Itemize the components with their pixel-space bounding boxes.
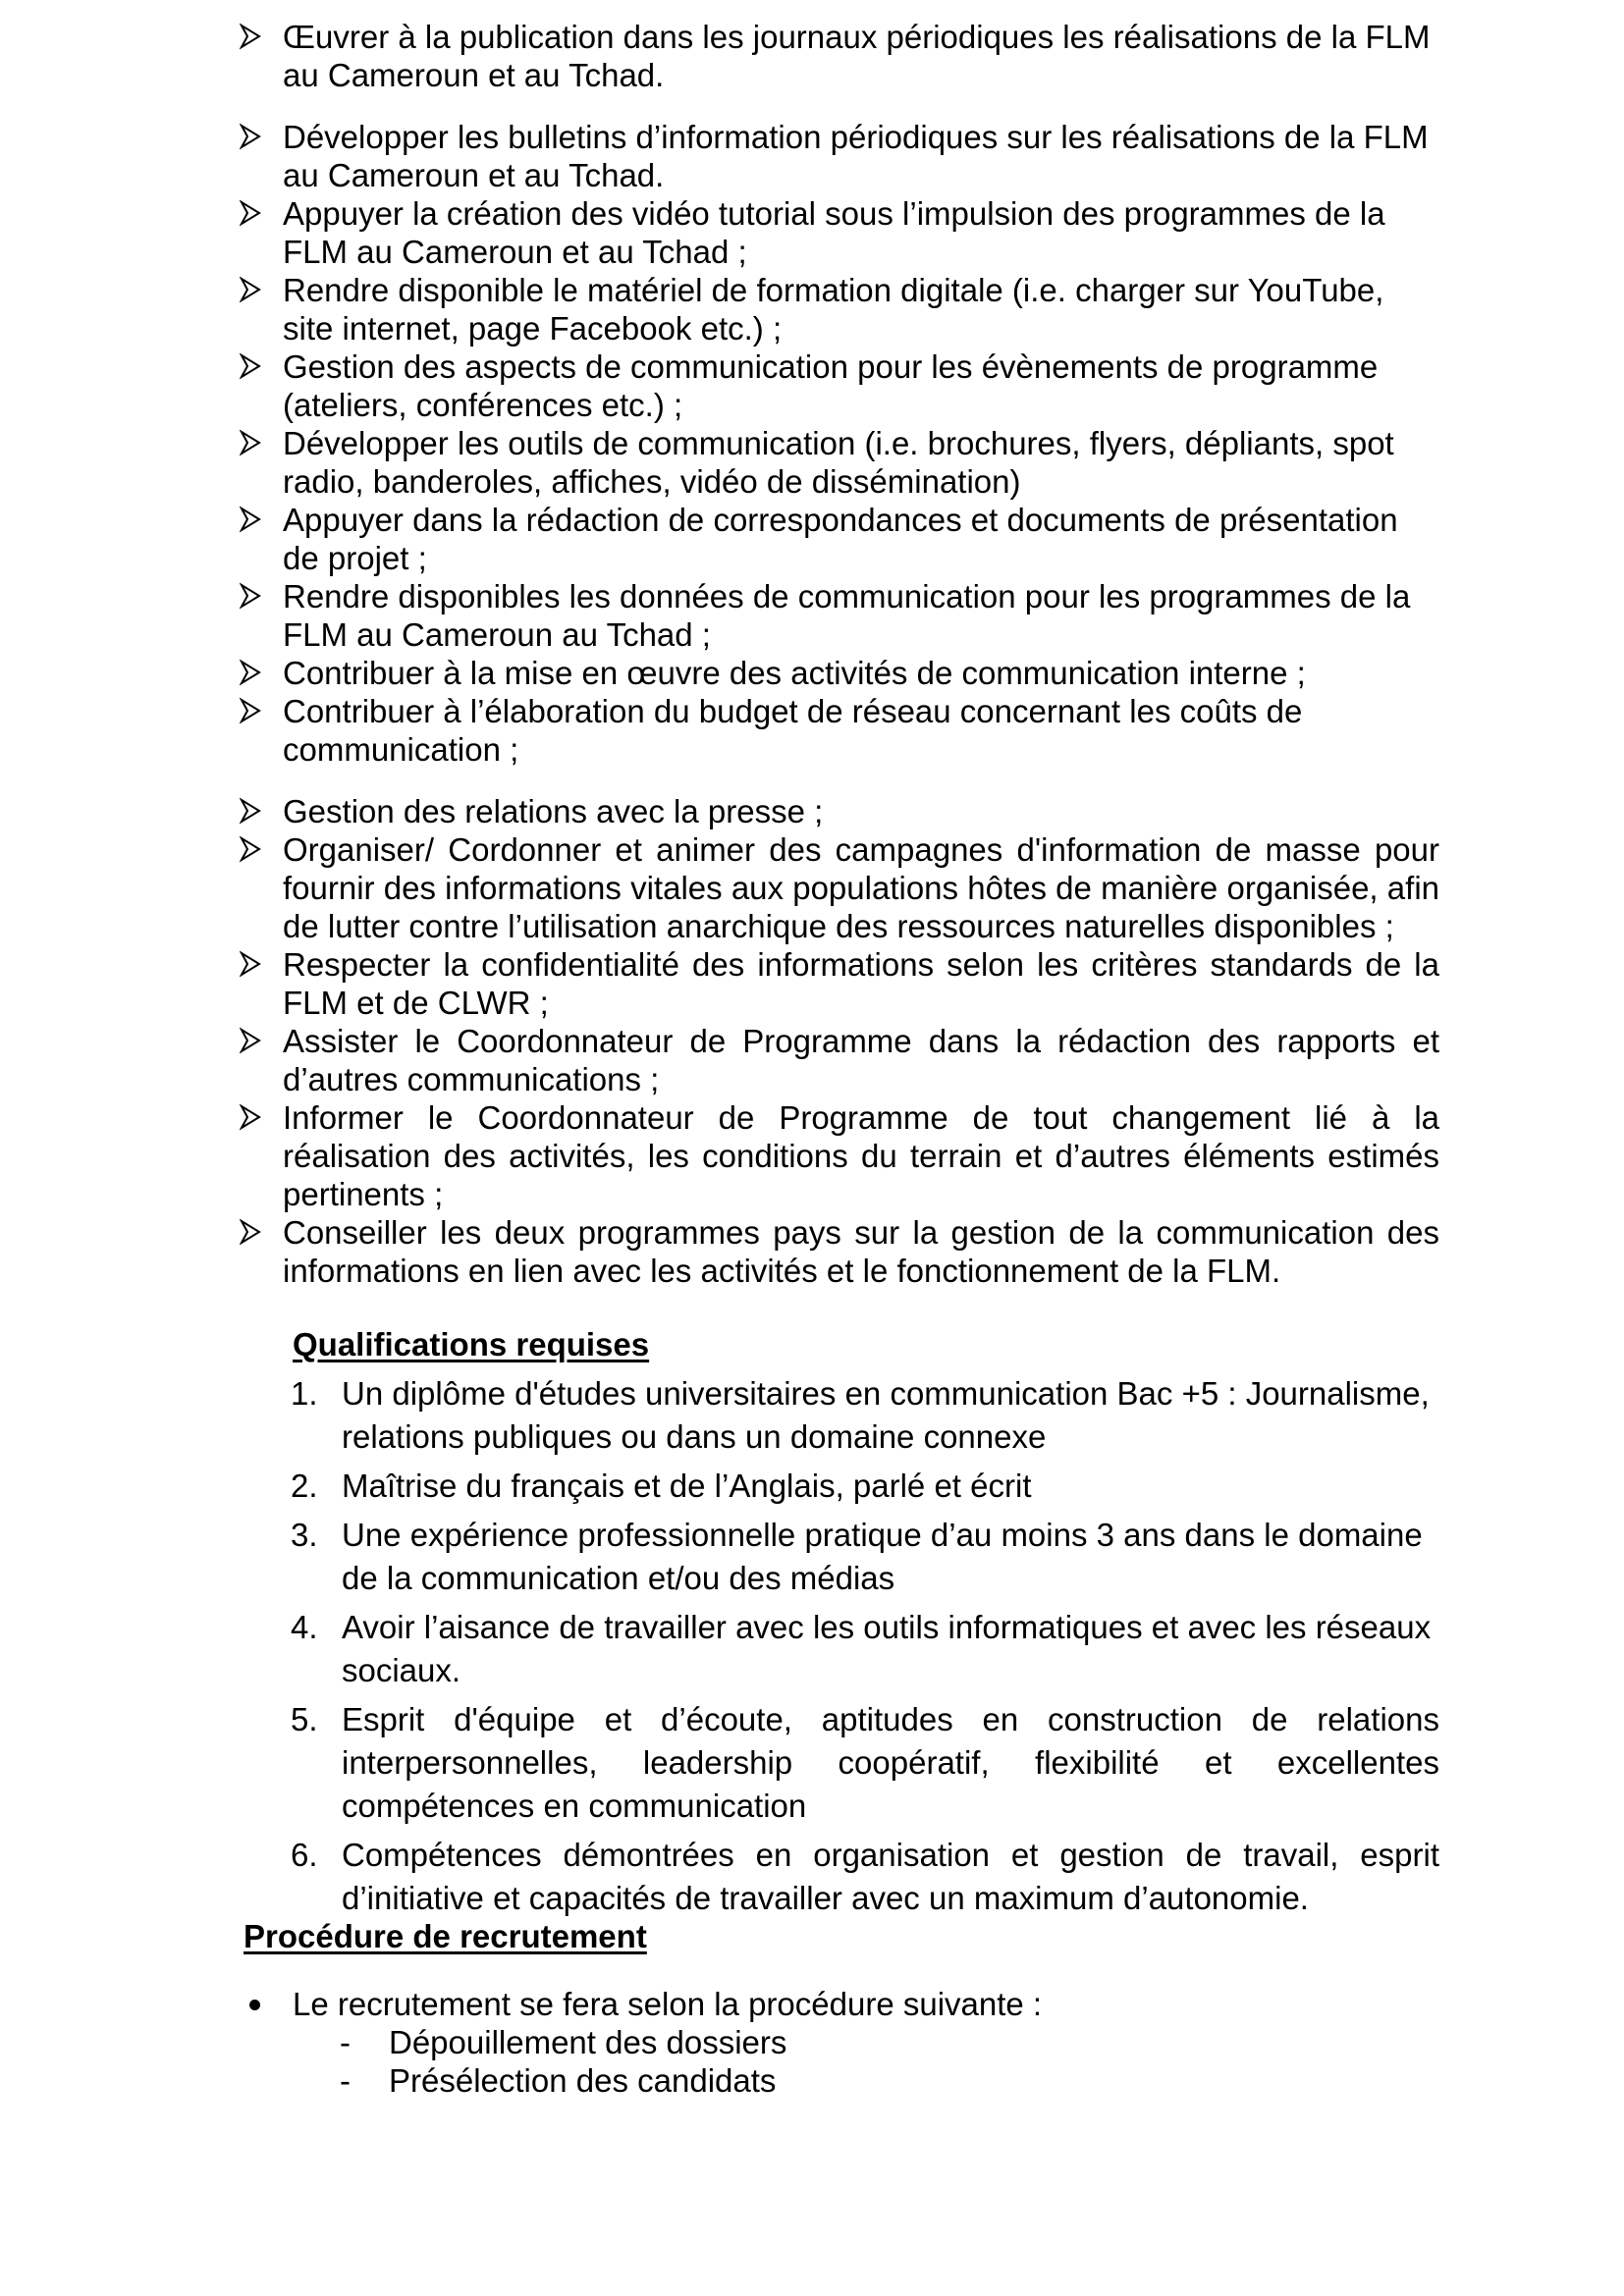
arrow-bullet-icon (240, 1103, 261, 1131)
list-item-text: Contribuer à l’élaboration du budget de réseau concernant les coûts de communication ; (283, 693, 1303, 768)
arrow-bullet-icon (240, 797, 261, 825)
list-item (287, 1514, 1439, 1600)
list-item-text: Une expérience professionnelle pratique d’au moins 3 ans dans le domaine de la communication et/ou des médias (342, 1517, 1423, 1596)
list-item (236, 1022, 1439, 1098)
arrow-bullet-icon (240, 506, 261, 533)
list-number: 5. (291, 1701, 318, 1737)
list-item (287, 1606, 1439, 1692)
qualifications-list (287, 1372, 1439, 1926)
arrow-bullet-icon (240, 123, 261, 150)
list-item (236, 118, 1439, 194)
list-item (338, 2023, 1534, 2061)
list-item (236, 830, 1439, 945)
list-item-text: Présélection des candidats (389, 2062, 777, 2099)
procedure-heading: Procédure de recrutement (244, 1918, 647, 1954)
list-item-text: Un diplôme d'études universitaires en communication Bac +5 : Journalisme, relations publiques ou dans un domaine connexe (342, 1375, 1430, 1455)
arrow-bullet-icon (240, 1218, 261, 1246)
list-item (236, 194, 1439, 271)
list-item-text: Œuvrer à la publication dans les journaux périodiques les réalisations de la FLM au Cameroun et au Tchad. (283, 19, 1431, 93)
arrow-bullet-icon (240, 697, 261, 724)
list-number: 4. (291, 1609, 318, 1645)
responsibilities-list (236, 18, 1439, 1290)
list-item-text: Rendre disponibles les données de communication pour les programmes de la FLM au Cameroun au Tchad ; (283, 578, 1411, 653)
list-item (287, 1834, 1439, 1920)
list-item-text: Esprit d'équipe et d’écoute, aptitudes en construction de relations interpersonnelles, leadership coopératif, flexibilité et excellentes compétences en communication (342, 1701, 1439, 1824)
list-item (287, 1372, 1439, 1459)
list-item-text: Conseiller les deux programmes pays sur la gestion de la communication des informations en lien avec les activités et le fonctionnement de la FLM. (283, 1214, 1439, 1289)
arrow-bullet-icon (240, 950, 261, 978)
list-item-text: Gestion des aspects de communication pour les évènements de programme (ateliers, conférences etc.) ; (283, 348, 1379, 423)
list-item-text: Appuyer dans la rédaction de correspondances et documents de présentation de projet ; (283, 502, 1398, 576)
arrow-bullet-icon (240, 23, 261, 50)
list-item (236, 577, 1439, 654)
list-item-text: Développer les bulletins d’information périodiques sur les réalisations de la FLM au Cameroun et au Tchad. (283, 119, 1429, 193)
list-number: 2. (291, 1468, 318, 1504)
list-item-text: Respecter la confidentialité des informations selon les critères standards de la FLM et de CLWR ; (283, 946, 1439, 1021)
procedure-section (244, 1985, 1439, 2100)
list-number: 6. (291, 1837, 318, 1873)
list-item-text: Développer les outils de communication (i.e. brochures, flyers, dépliants, spot radio, banderoles, affiches, vidéo de dissémination) (283, 425, 1394, 500)
list-number: 3. (291, 1517, 318, 1553)
list-item (236, 347, 1439, 424)
list-item-text: Appuyer la création des vidéo tutorial sous l’impulsion des programmes de la FLM au Cameroun et au Tchad ; (283, 195, 1385, 270)
list-item (236, 271, 1439, 347)
list-item-text: Organiser/ Cordonner et animer des campagnes d'information de masse pour fournir des informations vitales aux populations hôtes de manière organisée, afin de lutter contre l’utilisation anarchique des ressources naturelles disponibles ; (283, 831, 1439, 944)
procedure-steps (338, 2023, 1534, 2100)
procedure-intro: Le recrutement se fera selon la procédure suivante : (293, 1986, 1043, 2022)
list-item (236, 1213, 1439, 1290)
dash-marker: - (340, 2062, 351, 2099)
arrow-bullet-icon (240, 835, 261, 863)
list-item (236, 18, 1439, 94)
list-number: 1. (291, 1375, 318, 1412)
arrow-bullet-icon (240, 352, 261, 380)
list-item (287, 1465, 1439, 1508)
list-item (236, 945, 1439, 1022)
list-item (244, 1985, 1439, 2023)
list-item-text: Contribuer à la mise en œuvre des activités de communication interne ; (283, 655, 1306, 691)
list-item-text: Gestion des relations avec la presse ; (283, 793, 824, 829)
list-item (287, 1698, 1439, 1828)
list-item-text: Compétences démontrées en organisation et gestion de travail, esprit d’initiative et capacités de travailler avec un maximum d’autonomie. (342, 1837, 1439, 1916)
list-item-text: Informer le Coordonnateur de Programme de tout changement lié à la réalisation des activités, les conditions du terrain et d’autres éléments estimés pertinents ; (283, 1099, 1439, 1212)
list-item (236, 654, 1439, 692)
arrow-bullet-icon (240, 1027, 261, 1054)
list-item-text: Maîtrise du français et de l’Anglais, parlé et écrit (342, 1468, 1032, 1504)
list-item-text: Assister le Coordonnateur de Programme dans la rédaction des rapports et d’autres communications ; (283, 1023, 1439, 1097)
arrow-bullet-icon (240, 199, 261, 227)
list-item (236, 501, 1439, 577)
list-item-text: Avoir l’aisance de travailler avec les outils informatiques et avec les réseaux sociaux. (342, 1609, 1432, 1688)
list-item (338, 2061, 1534, 2100)
arrow-bullet-icon (240, 582, 261, 610)
list-item (236, 1098, 1439, 1213)
arrow-bullet-icon (240, 659, 261, 686)
list-item (236, 424, 1439, 501)
list-item (236, 792, 1439, 830)
list-item-text: Rendre disponible le matériel de formation digitale (i.e. charger sur YouTube, site internet, page Facebook etc.) ; (283, 272, 1384, 347)
list-item-text: Dépouillement des dossiers (389, 2024, 787, 2060)
dash-marker: - (340, 2024, 351, 2060)
arrow-bullet-icon (240, 276, 261, 303)
list-item (236, 692, 1439, 769)
bullet-dot-icon (249, 2000, 260, 2010)
qualifications-heading: Qualifications requises (293, 1326, 650, 1362)
arrow-bullet-icon (240, 429, 261, 456)
